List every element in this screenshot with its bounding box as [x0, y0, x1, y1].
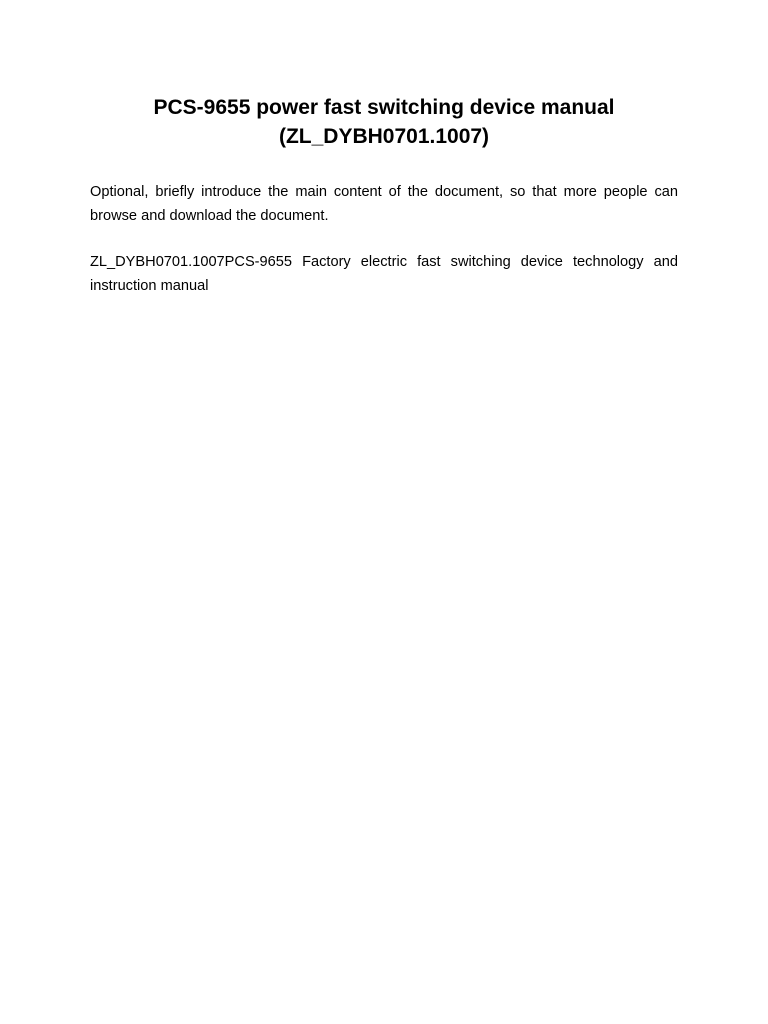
document-summary-paragraph: Optional, briefly introduce the main content of the document, so that more people can browse and download the document. [90, 184, 678, 224]
document-description-paragraph: ZL_DYBH0701.1007PCS-9655 Factory electric fast switching device technology and instruction manual [90, 254, 678, 294]
document-title [90, 93, 678, 151]
document-title-line-2: (ZL_DYBH0701.1007) [278, 125, 490, 148]
document-title-line-1: PCS-9655 power fast switching device manual [153, 96, 615, 119]
